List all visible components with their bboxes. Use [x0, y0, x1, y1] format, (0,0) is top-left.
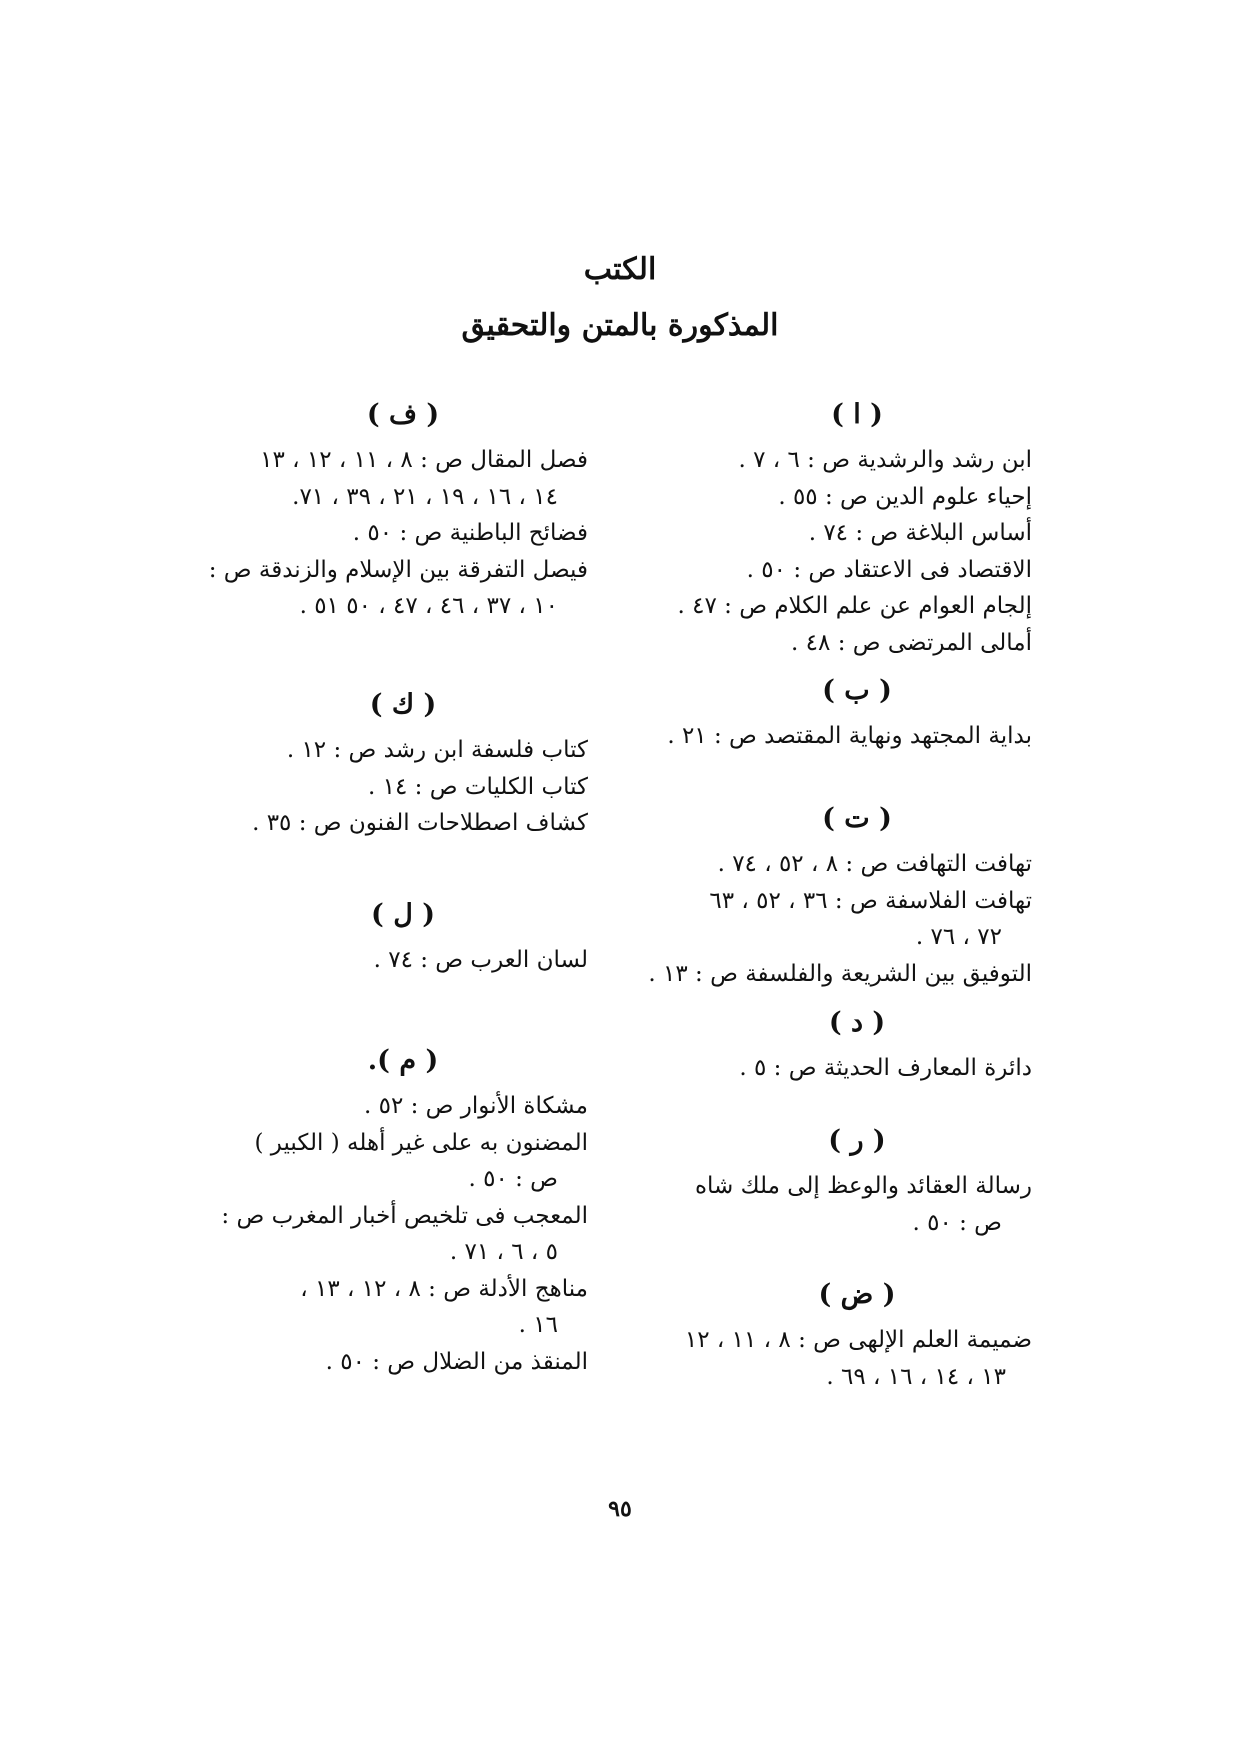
entry-text: كشاف اصطلاحات الفنون ص : ٣٥ .	[252, 810, 588, 836]
book-entry	[682, 479, 1032, 516]
letter-heading: ( ا )	[831, 399, 883, 430]
entry-text: دائرة المعارف الحديثة ص : ٥ .	[739, 1055, 1032, 1081]
book-entry	[218, 1344, 588, 1381]
book-entry	[218, 1271, 588, 1344]
entry-continuation: ١٠ ، ٣٧ ، ٤٦ ، ٤٧ ، ٥٠ ٥١ .	[299, 593, 558, 619]
book-entry	[682, 1050, 1032, 1087]
letter-heading: ( د )	[828, 1007, 886, 1038]
entry-continuation: ١٦ .	[518, 1312, 558, 1338]
entry-text: تهافت الفلاسفة ص : ٣٦ ، ٥٢ ، ٦٣	[709, 887, 1032, 914]
book-entry	[682, 625, 1032, 662]
entry-text: إحياء علوم الدين ص : ٥٥ .	[778, 483, 1032, 510]
entry-text: مناهج الأدلة ص : ٨ ، ١٢ ، ١٣ ،	[300, 1275, 588, 1302]
book-entry	[648, 956, 1032, 993]
page-subtitle: المذكورة بالمتن والتحقيق	[461, 308, 779, 343]
book-entry	[218, 732, 588, 769]
entry-text: أمالى المرتضى ص : ٤٨ .	[791, 629, 1032, 656]
book-entry	[682, 1168, 1032, 1241]
book-entry	[218, 1125, 588, 1198]
book-entry	[218, 1088, 588, 1125]
entry-continuation: ٧٢ ، ٧٦ .	[915, 924, 1002, 950]
entry-text: كتاب الكليات ص : ١٤ .	[367, 773, 588, 800]
entry-text: إلجام العوام عن علم الكلام ص : ٤٧ .	[677, 593, 1032, 619]
book-entry	[682, 883, 1032, 956]
book-entry	[208, 552, 588, 625]
entry-text: المنقذ من الضلال ص : ٥٠ .	[325, 1348, 588, 1375]
page-title: الكتب	[583, 252, 657, 287]
letter-section	[667, 670, 1032, 755]
entry-continuation: ص : ٥٠ .	[468, 1166, 558, 1192]
letter-section	[682, 1002, 1032, 1087]
entry-continuation: ١٣ ، ١٤ ، ١٦ ، ٦٩ .	[826, 1363, 1006, 1390]
book-entry	[682, 515, 1032, 552]
letter-section	[218, 684, 588, 842]
entry-text: التوفيق بين الشريعة والفلسفة ص : ١٣ .	[648, 960, 1032, 987]
book-entry	[218, 515, 588, 552]
book-entry	[218, 442, 588, 515]
entry-text: فصل المقال ص : ٨ ، ١١ ، ١٢ ، ١٣	[260, 447, 588, 473]
entry-text: المعجب فى تلخيص أخبار المغرب ص :	[221, 1202, 588, 1229]
book-entry	[218, 942, 588, 979]
book-entry	[218, 769, 588, 806]
letter-heading: ( م ).	[367, 1045, 439, 1076]
letter-heading: ( ر )	[828, 1125, 886, 1156]
entry-text: ضميمة العلم الإلهى ص : ٨ ، ١١ ، ١٢	[684, 1327, 1032, 1353]
entry-text: أساس البلاغة ص : ٧٤ .	[808, 520, 1032, 546]
entry-text: رسالة العقائد والوعظ إلى ملك شاه	[694, 1173, 1032, 1199]
letter-section	[218, 1040, 588, 1380]
letter-heading: ( ض )	[818, 1279, 896, 1310]
entry-text: بداية المجتهد ونهاية المقتصد ص : ٢١ .	[667, 723, 1032, 749]
entry-continuation: ١٤ ، ١٦ ، ١٩ ، ٢١ ، ٣٩ ، ٧١.	[292, 483, 558, 510]
entry-continuation: ص : ٥٠ .	[912, 1209, 1002, 1236]
book-entry	[682, 552, 1032, 589]
letter-section	[682, 1274, 1032, 1395]
entry-text: تهافت التهافت ص : ٨ ، ٥٢ ، ٧٤ .	[717, 851, 1032, 877]
entry-text: فضائح الباطنية ص : ٥٠ .	[352, 520, 588, 546]
entry-text: المضنون به على غير أهله ( الكبير )	[254, 1129, 588, 1156]
letter-section	[648, 798, 1032, 992]
book-entry	[682, 846, 1032, 883]
book-entry	[667, 718, 1032, 755]
letter-heading: ( ت )	[822, 803, 892, 834]
entry-text: فيصل التفرقة بين الإسلام والزندقة ص :	[208, 556, 588, 583]
letter-heading: ( ب )	[822, 675, 892, 706]
letter-heading: ( ك )	[369, 689, 437, 720]
entry-text: كتاب فلسفة ابن رشد ص : ١٢ .	[286, 737, 588, 763]
book-entry	[218, 1198, 588, 1271]
entry-continuation: ٥ ، ٦ ، ٧١ .	[449, 1239, 558, 1265]
entry-text: ابن رشد والرشدية ص : ٦ ، ٧ .	[738, 447, 1032, 473]
book-entry	[218, 805, 588, 842]
letter-section	[682, 1120, 1032, 1241]
letter-heading: ( ف )	[366, 399, 440, 430]
book-entry	[682, 1322, 1032, 1395]
entry-text: لسان العرب ص : ٧٤ .	[373, 947, 588, 973]
page-number: ٩٥	[608, 1496, 632, 1522]
letter-heading: ( ل )	[371, 899, 435, 930]
letter-section	[677, 394, 1032, 661]
entry-text: الاقتصاد فى الاعتقاد ص : ٥٠ .	[746, 556, 1032, 583]
book-entry	[682, 442, 1032, 479]
entry-text: مشكاة الأنوار ص : ٥٢ .	[363, 1093, 588, 1119]
letter-section	[218, 894, 588, 979]
letter-section	[208, 394, 588, 625]
book-entry	[677, 588, 1032, 625]
